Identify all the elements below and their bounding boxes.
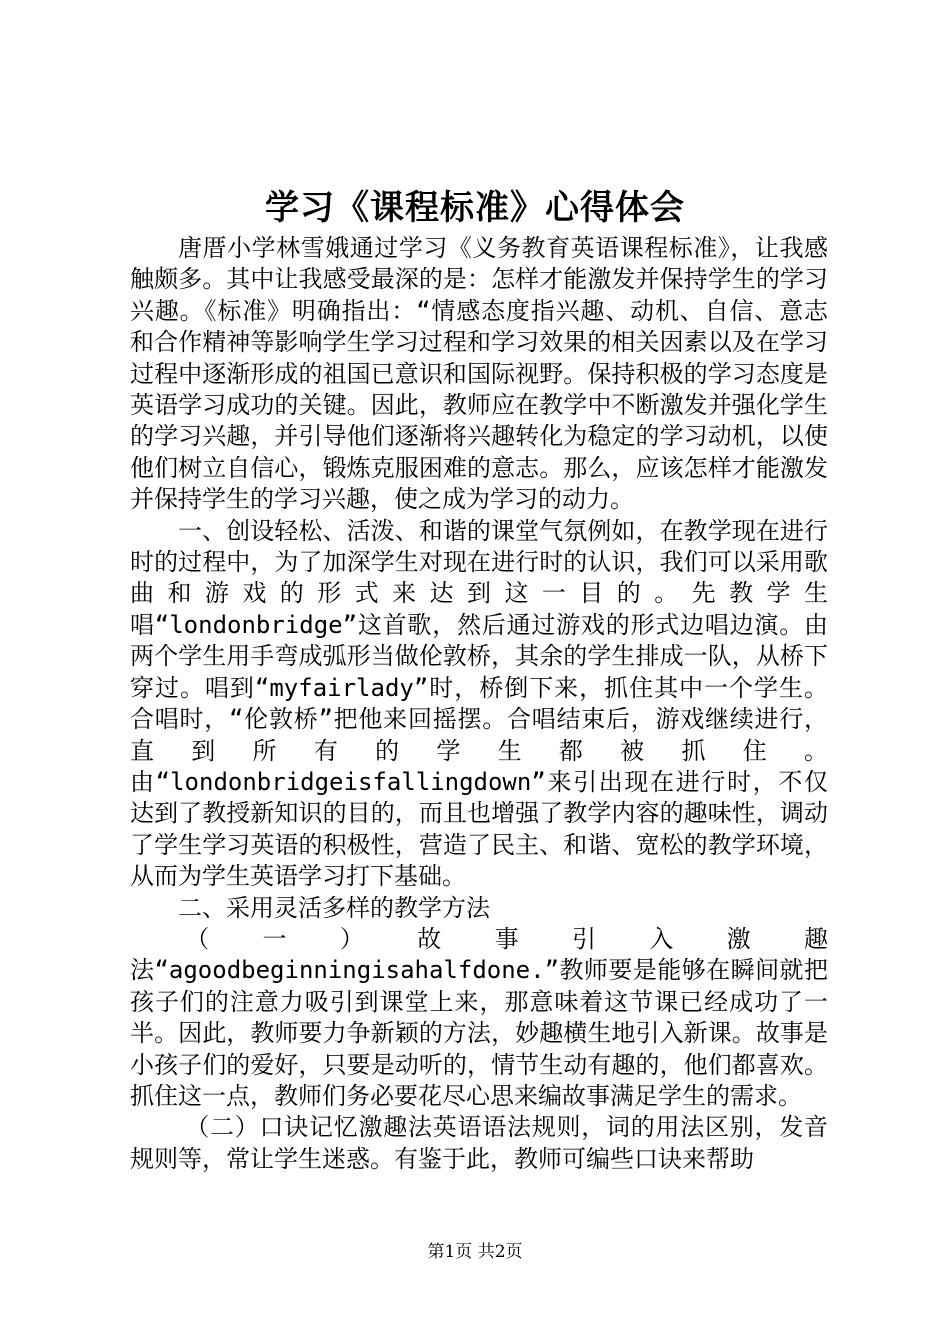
paragraph-section-1: 一、创设轻松、活泼、和谐的课堂气氛例如，在教学现在进行时的过程中，为了加深学生对现在进行时的认识，我们可以采用歌曲和游戏的形式来达到这一目的。先教学生唱“londonbridge”这首歌，然后通过游戏的形式边唱边演。由两个学生用手弯成弧形当做伦敦桥，其余的学生排成一队，从桥下穿过。唱到“myfairlady”时，桥倒下来，抓住其中一个学生。合唱时，“伦敦桥”把他来回摇摆。合唱结束后，游戏继续进行，直到所有的学生都被抓住。由“londonbridgeisfallingdown”来引出现在进行时，不仅达到了教授新知识的目的，而且也增强了教学内容的趣味性，调动了学生学习英语的积极性，营造了民主、和谐、宽松的教学环境，从而为学生英语学习打下基础。 — [130, 516, 828, 891]
page-number: 第1页 共2页 — [427, 1242, 523, 1262]
document-title: 学习《课程标准》心得体会 — [265, 188, 685, 228]
paragraph-intro: 唐厝小学林雪娥通过学习《义务教育英语课程标准》，让我感触颇多。其中让我感受最深的是：怎样才能激发并保持学生的学习兴趣。《标准》明确指出：“情感态度指兴趣、动机、自信、意志和合作精神等影响学生学习过程和学习效果的相关因素以及在学习过程中逐渐形成的祖国已意识和国际视野。保持积极的学习态度是英语学习成功的关键。因此，教师应在教学中不断激发并强化学生的学习兴趣，并引导他们逐渐将兴趣转化为稳定的学习动机，以使他们树立自信心，锻炼克服困难的意志。那么，应该怎样才能激发并保持学生的学习兴趣，使之成为学习的动力。 — [130, 234, 828, 514]
paragraph-subsection-2: （二）口诀记忆激趣法英语语法规则，词的用法区别，发音规则等，常让学生迷惑。有鉴于此，教师可编些口诀来帮助 — [130, 1113, 828, 1173]
heading-section-2: 二、采用灵活多样的教学方法 — [178, 893, 490, 922]
document-body — [130, 233, 828, 1175]
paragraph-subsection-1: （一）故事引入激趣法“agoodbeginningisahalfdone.”教师要是能够在瞬间就把孩子们的注意力吸引到课堂上来，那意味着这节课已经成功了一半。因此，教师要力争新颖的方法，妙趣横生地引入新课。故事是小孩子们的爱好，只要是动听的，情节生动有趣的，他们都喜欢。抓住这一点，教师们务必要花尽心思来编故事满足学生的需求。 — [130, 924, 828, 1110]
